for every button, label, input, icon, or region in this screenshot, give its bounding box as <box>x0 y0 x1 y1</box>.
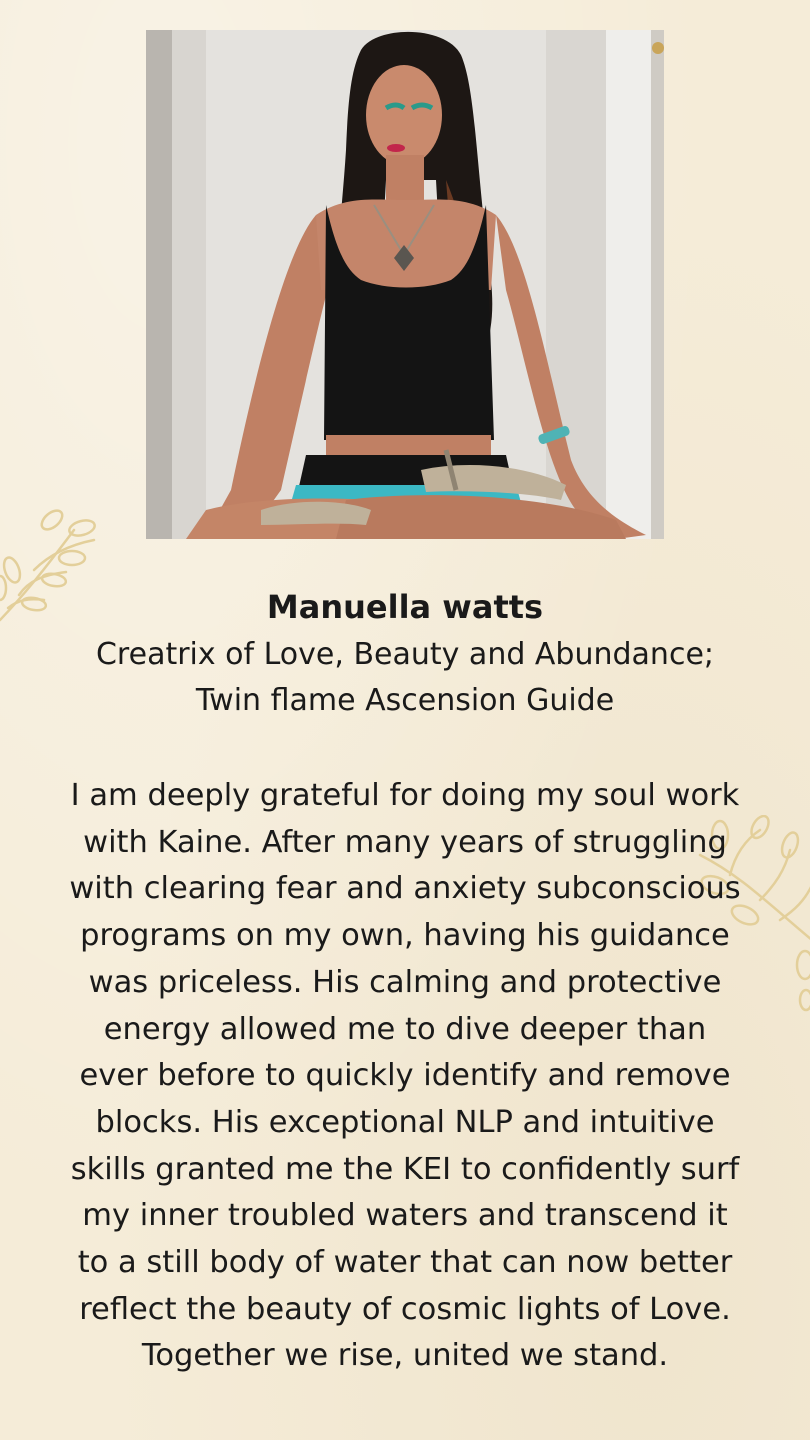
testimonial-line: to a still body of water that can now better <box>77 1245 733 1281</box>
testimonial-line: my inner troubled waters and transcend it <box>82 1198 728 1234</box>
author-name: Manuella watts <box>266 588 544 626</box>
testimonial-text <box>40 773 770 1380</box>
meditating-woman-photo-icon <box>146 30 664 539</box>
testimonial-line: with clearing fear and anxiety subconscious <box>69 871 741 907</box>
testimonial-line: skills granted me the KEI to confidently surf <box>70 1151 740 1187</box>
testimonial-line: was priceless. His calming and protective <box>88 964 722 1000</box>
testimonial-line: I am deeply grateful for doing my soul work <box>70 778 740 813</box>
author-title-line: Creatrix of Love, Beauty and Abundance; <box>95 637 715 672</box>
testimonial-line: energy allowed me to dive deeper than <box>103 1011 707 1047</box>
author-title <box>0 632 810 724</box>
testimonial-line: with Kaine. After many years of struggling <box>83 824 727 860</box>
testimonial-line: ever before to quickly identify and remove <box>79 1058 731 1094</box>
author-title-line: Twin flame Ascension Guide <box>195 683 615 718</box>
profile-photo <box>146 30 664 539</box>
testimonial-line: programs on my own, having his guidance <box>80 918 730 954</box>
testimonial-line: Together we rise, united we stand. <box>141 1338 669 1374</box>
testimonial-line: blocks. His exceptional NLP and intuitive <box>95 1104 715 1140</box>
testimonial-line: reflect the beauty of cosmic lights of Love. <box>79 1291 731 1327</box>
